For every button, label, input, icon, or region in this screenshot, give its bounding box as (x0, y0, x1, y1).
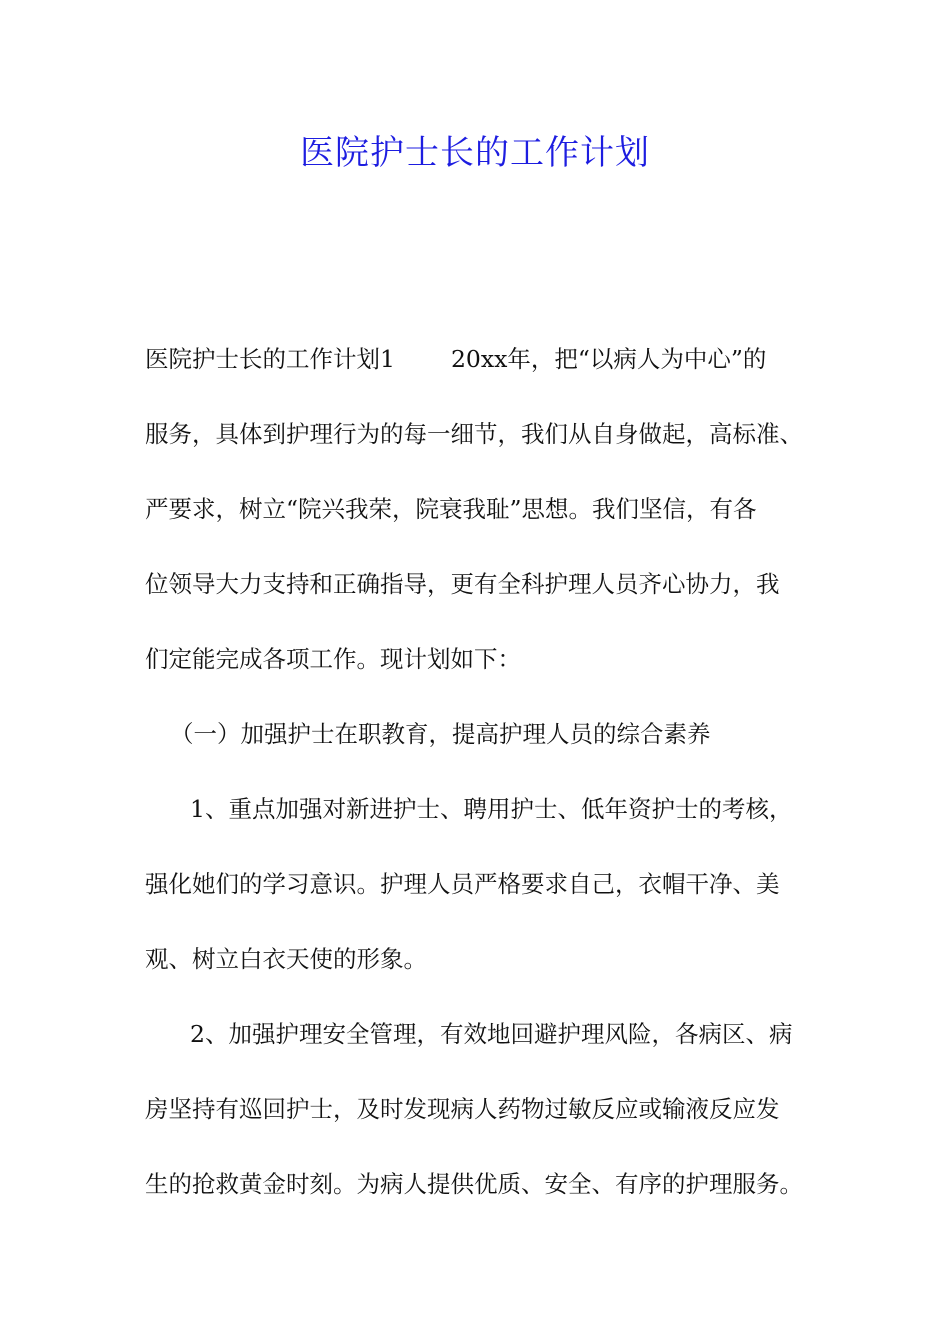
paragraph-1-line-5: 们定能完成各项工作。现计划如下： (145, 645, 521, 673)
item-1-line-2: 强化她们的学习意识。护理人员严格要求自己，衣帽干净、美 (145, 870, 780, 898)
paragraph-1-heading-text: 医院护士长的工作计划1 (145, 345, 395, 373)
paragraph-1-line-1-text: 20xx年，把“以病人为中心”的 (450, 345, 767, 373)
paragraph-1-line-1 (145, 341, 845, 377)
item-1-line-3: 观、树立白衣天使的形象。 (145, 945, 427, 973)
paragraph-1-line-3: 严要求，树立“院兴我荣，院衰我耻”思想。我们坚信，有各 (145, 495, 757, 523)
section-1-heading: （一）加强护士在职教育，提高护理人员的综合素养 (170, 720, 711, 748)
paragraph-1-line-4: 位领导大力支持和正确指导，更有全科护理人员齐心协力，我 (145, 570, 780, 598)
item-2-line-2: 房坚持有巡回护士，及时发现病人药物过敏反应或输液反应发 (145, 1095, 780, 1123)
item-2-line-3: 生的抢救黄金时刻。为病人提供优质、安全、有序的护理服务。 (145, 1170, 803, 1198)
item-1-line-1: 1、重点加强对新进护士、聘用护士、低年资护士的考核， (190, 795, 793, 823)
document-title: 医院护士长的工作计划 (300, 133, 650, 173)
paragraph-1-line-2: 服务，具体到护理行为的每一细节，我们从自身做起，高标准、 (145, 420, 803, 448)
item-2-line-1: 2、加强护理安全管理，有效地回避护理风险，各病区、病 (190, 1020, 793, 1048)
